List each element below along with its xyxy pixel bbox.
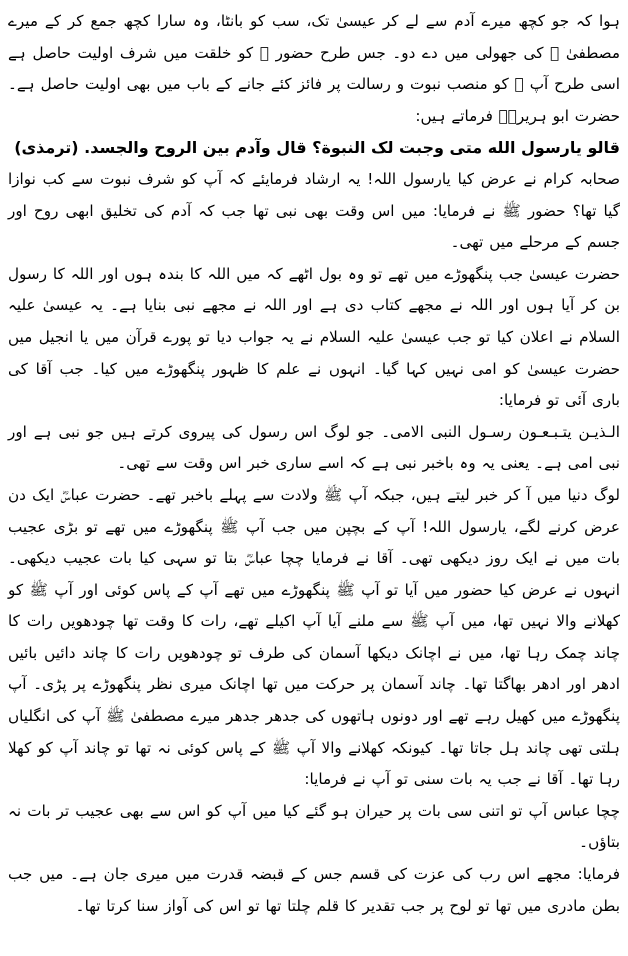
paragraph-companions-question: صحابہ کرام نے عرض کیا یارسول اللہ! یہ ارشاد فرمایئے کہ آپ کو شرف نبوت سے کب نوازا گیا تھا؟ حضور ﷺ نے فرمایا: میں اس وقت بھی نبی تھا جب کہ آدم کی تخلیق ابھی روح اور جسم کے مرحلے میں تھی۔ bbox=[8, 169, 620, 252]
paragraph-quran-verse: الـذیـن یتـبـعـون رسـول النبی الامی۔ جو لوگ اس رسول کی پیروی کرتے ہیں جو نبی ہے اور نبی امی ہے۔ یعنی یہ وہ باخبر نبی ہے کہ اسے ساری خبر اس وقت سے تھی۔ bbox=[8, 422, 620, 473]
paragraph-intro: ہوا کہ جو کچھ میرے آدم سے لے کر عیسیٰ تک، سب کو بانٹا، وہ سارا کچھ جمع کر کے میرے مصطفیٰ ﷺ کی جھولی میں دے دو۔ جس طرح حضور ﷺ کو خلقت میں شرف اولیت حاصل ہے اسی طرح آپ ﷺ کو منصب نبوت و رسالت پر فائز کئے جانے کے باب میں بھی اولیت حاصل ہے۔ حضرت ابو ہریرہؓ فرماتے ہیں: bbox=[8, 12, 620, 125]
paragraph-abbas-narration: لوگ دنیا میں آ کر خبر لیتے ہیں، جبکہ آپ ﷺ ولادت سے پہلے باخبر تھے۔ حضرت عباسؓ ایک دن عرض کرنے لگے، یارسول اللہ! آپ کے بچپن میں جب آپ ﷺ پنگھوڑے میں تھے تو بڑی عجیب بات میں نے ایک روز دیکھی تھی۔ آقا نے فرمایا چچا عباسؓ بتا تو سہی کیا بات عجیب دیکھی۔ انہوں نے عرض کیا حضور میں آیا تو آپ ﷺ پنگھوڑے میں تھے آپ کے پاس کوئی اور آپ ﷺ کو کھلانے والا نہیں تھا، میں آپ ﷺ سے ملنے آیا آپ اکیلے تھے، رات کا وقت تھا چودھویں رات کا چاند چمک رہا تھا، میں نے اچانک دیکھا آسمان کی طرف تو چودھویں رات کا چاند دائیں بائیں ادھر اور ادھر بھاگتا تھا۔ چاند آسمان پر حرکت میں تھا اچانک میری نظر پنگھوڑے پر پڑی۔ آپ پنگھوڑے میں کھیل رہے تھے اور دونوں ہاتھوں کی جدھر جدھر میرے مصطفیٰ ﷺ آپ کی انگلیاں ہلتی تھی چاند ہل جاتا تھا۔ کیونکہ کھلانے والا آپ ﷺ کے پاس کوئی نہ تھا تو چاند آپ کو کھلا رہا تھا۔ آقا نے جب یہ بات سنی تو آپ نے فرمایا: bbox=[8, 485, 620, 789]
hadith-arabic: قالو یارسول الله متی وجبت لک النبوة؟ قال وآدم بین الروح والجسد. (ترمذی) bbox=[14, 138, 620, 158]
paragraph-closing: فرمایا: مجھے اس رب کی عزت کی قسم جس کے قبضہ قدرت میں میری جان ہے۔ میں جب بطن مادری میں تھا تو لوح پر جب تقدیر کا قلم چلتا تھا تو اس کی آواز سنا کرتا تھا۔ bbox=[8, 865, 620, 915]
paragraph-isa-cradle: حضرت عیسیٰ جب پنگھوڑے میں تھے تو وہ بول اٹھے کہ میں اللہ کا بندہ ہوں اور اللہ کا رسول بن کر آیا ہوں اور اللہ نے مجھے کتاب دی ہے اور اللہ نے مجھے نبی بنایا ہے۔ یہ عیسیٰ علیہ السلام نے اعلان کیا تو جب عیسیٰ علیہ السلام نے یہ جواب دیا تو پورے قرآن میں یا انجیل میں حضرت عیسیٰ کو امی نہیں کہا گیا۔ انہوں نے علم کا ظہور پنگھوڑے میں کیا۔ جب آقا کی باری آئی تو فرمایا: bbox=[8, 264, 620, 410]
paragraph-uncle-abbas: چچا عباس آپ تو اتنی سی بات پر حیران ہو گئے کیا میں آپ کو اس سے بھی عجیب تر بات نہ بتاؤں۔ bbox=[8, 801, 620, 852]
